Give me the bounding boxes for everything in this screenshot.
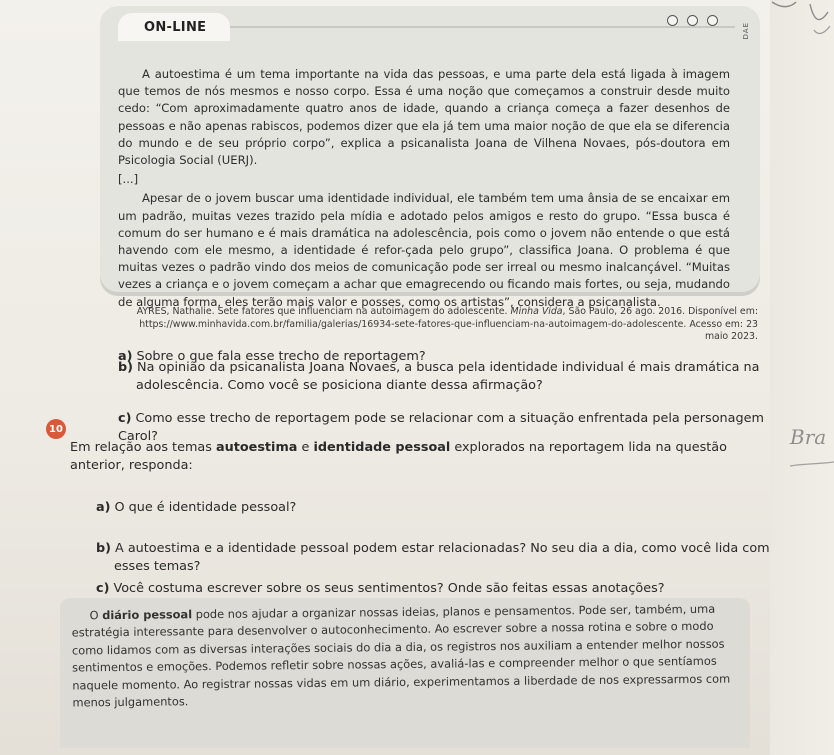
- question-label: b): [118, 360, 134, 375]
- question-10b: [96, 540, 774, 576]
- question-label: c): [118, 411, 132, 426]
- q10-text: explorados na reportagem lida na questão anterior, responda:: [70, 440, 727, 473]
- question-9b: [118, 359, 766, 395]
- citation-url: https://www.minhavida.com.br/familia/galerias/16934-sete-fatores-que-influenciam-na-autoimagem-do-adolescente. Acesso em: 23 maio 2023.: [139, 318, 758, 342]
- card-title: ON-LINE: [144, 20, 207, 35]
- circle-icon: [707, 15, 718, 26]
- circle-icon: [687, 15, 698, 26]
- article-excerpt: [118, 66, 730, 311]
- diary-text-body: pode nos ajudar a organizar nossas ideias, planos e pensamentos. Pode ser, também, uma estratégia interessante para desenvolver o autoconhecimento. Ao escrever sobre a nossa rotina e sobre o modo como lidamos com as diversas interações sociais do dia a dia, os registros nos auxiliam a entender melhor nossos sentimentos e emoções. Podemos refletir sobre nossas ações, avaliá-las e compreender melhor o que sentíamos naquele momento. Ao registrar nossas vidas em um diário, experimentamos a liberdade de nos expressarmos com menos julgamentos.: [71, 601, 731, 710]
- q10-text: Em relação aos temas: [70, 440, 216, 455]
- q10-text: e: [297, 440, 314, 455]
- q10-term-autoestima: autoestima: [215, 440, 298, 455]
- citation-line-1: [118, 306, 758, 319]
- handwritten-note-text: Bra: [790, 425, 827, 449]
- side-credit-label: DAE: [742, 22, 750, 40]
- source-citation: [118, 306, 758, 344]
- citation-date: , São Paulo, 26 ago. 2016. Disponível em:: [562, 306, 758, 317]
- q10-term-identidade: identidade pessoal: [313, 440, 451, 455]
- question-10-intro: [70, 439, 750, 475]
- citation-author: AYRES, Nathalie. Sete fatores que influenciam na autoimagem do adolescente.: [136, 306, 511, 317]
- question-10c: [96, 580, 756, 598]
- circle-icon: [667, 15, 678, 26]
- window-dots: [667, 15, 718, 26]
- question-number-badge: 10: [46, 419, 66, 439]
- question-text: A autoestima e a identidade pessoal podem estar relacionadas? No seu dia a dia, como você lida com esses temas?: [114, 541, 770, 574]
- diary-text-start: O: [89, 608, 103, 623]
- question-10a: [96, 499, 736, 517]
- article-ellipsis: [...]: [118, 172, 139, 187]
- card-title-line: [230, 26, 735, 28]
- question-label: a): [96, 500, 111, 515]
- question-label: b): [96, 541, 112, 556]
- article-paragraph-1: A autoestima é um tema importante na vida das pessoas, e uma parte dela está ligada à imagem que temos de nós mesmos e nosso corpo. Essa é uma noção que começamos a construir desde muito cedo: “Com aproximadamente quatro anos de idade, quando a criança começa a fazer desenhos de pessoas e não apenas rabiscos, podemos dizer que ela já tem uma maior noção de que ela se diferencia do mundo e de seu próprio corpo”, explica a psicanalista Joana de Vilhena Novaes, pós-doutora em Psicologia Social (UERJ).: [118, 67, 730, 168]
- question-text: Como esse trecho de reportagem pode se relacionar com a situação enfrentada pela personagem Carol?: [118, 411, 764, 444]
- diary-term: diário pessoal: [102, 607, 193, 623]
- diary-text: [71, 601, 736, 712]
- question-label: a): [118, 349, 133, 364]
- question-text: O que é identidade pessoal?: [114, 500, 297, 515]
- question-text: Na opinião da psicanalista Joana Novaes, a busca pela identidade individual é mais dramática na adolescência. Como você se posiciona diante dessa afirmação?: [136, 360, 760, 393]
- article-paragraph-2: Apesar de o jovem buscar uma identidade individual, ele também tem uma ânsia de se encaixar em um padrão, muitas vezes trazido pela mídia e adotado pelos amigos e resto do grupo. “Essa busca é comum do ser humano e é mais dramática na adolescência, pois como o jovem não entende o que está havendo com ele mesmo, a identidade é refor-çada pelo grupo”, classifica Joana. O problema é que muitas vezes o padrão vindo dos meios de comunicação pode ser irreal ou mesmo inalcançável. “Muitas vezes a criança e o jovem começam a achar que emagrecendo ou ficando mais fortes, ou seja, mudando de alguma forma, eles terão mais valor e posses, como os artistas”, considera a psicanalista.: [118, 191, 730, 309]
- citation-publication: Minha Vida: [510, 306, 563, 317]
- handwritten-scribble-top: [770, 0, 834, 140]
- question-text: Sobre o que fala esse trecho de reportagem?: [136, 349, 426, 364]
- question-text: Você costuma escrever sobre os seus sentimentos? Onde são feitas essas anotações?: [113, 581, 665, 596]
- diary-paragraph: [71, 601, 736, 712]
- question-label: c): [96, 581, 110, 596]
- handwritten-word: [788, 410, 834, 480]
